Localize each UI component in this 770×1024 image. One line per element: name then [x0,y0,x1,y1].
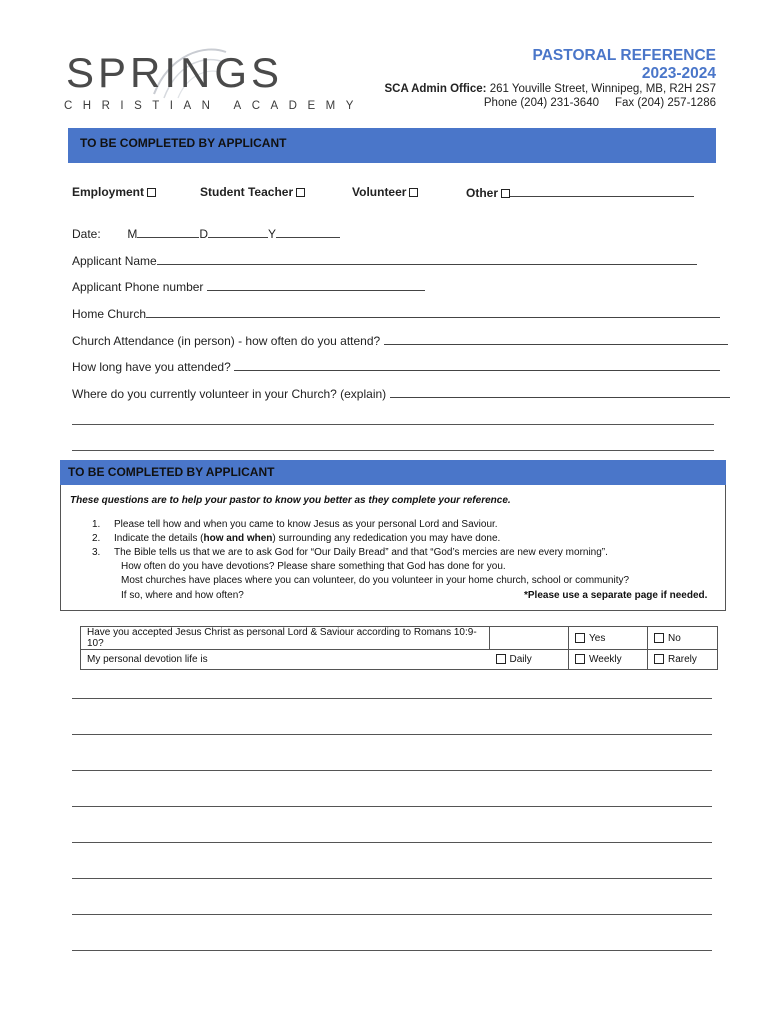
question-3-line-3: Most churches have places where you can volunteer, do you volunteer in your home church, school or community? [121,575,630,586]
checkbox-other [501,189,510,198]
how-long-field[interactable] [234,359,720,371]
applicant-phone-row: Applicant Phone number [72,279,425,294]
answer-line-5[interactable] [72,842,712,843]
logo-wordmark: SPRINGS [66,49,284,96]
answer-line-6[interactable] [72,878,712,879]
document-title [533,47,716,83]
applicant-phone-field[interactable] [207,279,425,291]
church-attendance-row: Church Attendance (in person) - how often do you attend? [72,333,728,348]
applicant-name-field[interactable] [157,253,697,265]
no-option[interactable]: No [648,627,718,650]
section1-heading: TO BE COMPLETED BY APPLICANT [68,128,716,163]
title-year: 2023-2024 [641,65,716,82]
accepted-question: Have you accepted Jesus Christ as personal Lord & Saviour according to Romans 10:9-10? [81,627,490,650]
answer-line-7[interactable] [72,914,712,915]
office-contact [384,82,716,110]
question-3-line-2: How often do you have devotions? Please share something that God has done for you. [121,561,506,572]
option-other[interactable]: Other [466,185,694,200]
checkbox-volunteer [409,188,418,197]
other-field [510,185,694,197]
separate-page-note: *Please use a separate page if needed. [524,590,708,601]
question-1: 1. Please tell how and when you came to know Jesus as your personal Lord and Saviour. [92,519,498,530]
yes-option[interactable]: Yes [569,627,648,650]
volunteer-field[interactable] [390,386,730,398]
table-row [81,627,718,650]
checkbox-student-teacher [296,188,305,197]
rarely-option[interactable]: Rarely [648,650,718,670]
date-month-field[interactable] [137,226,199,238]
volunteer-row: Where do you currently volunteer in your Church? (explain) [72,386,730,401]
answer-line-8[interactable] [72,950,712,951]
daily-option[interactable]: Daily [490,650,569,670]
office-phone: Phone (204) 231-3640 [483,97,599,109]
how-long-row: How long have you attended? [72,359,720,374]
office-label: SCA Admin Office: [384,83,487,95]
volunteer-extra-line-2[interactable] [72,450,714,451]
answer-line-3[interactable] [72,770,712,771]
table-row [81,650,718,670]
date-label: Date: [72,227,101,241]
date-row: Date: M D Y [72,226,340,241]
checkbox-employment [147,188,156,197]
question-3-line-4: If so, where and how often? [121,590,244,601]
devotion-question: My personal devotion life is [81,650,490,670]
question-3: 3. The Bible tells us that we are to ask God for “Our Daily Bread” and that “God’s mercies are new every morning”. [92,547,608,558]
answer-line-2[interactable] [72,734,712,735]
section2-heading: TO BE COMPLETED BY APPLICANT [60,460,726,485]
date-year-field[interactable] [276,226,340,238]
option-employment[interactable]: Employment [72,185,156,199]
home-church-field[interactable] [146,306,720,318]
question-2: 2. Indicate the details (how and when) surrounding any rededication you may have done. [92,533,501,544]
option-student-teacher[interactable]: Student Teacher [200,185,305,199]
applicant-name-row: Applicant Name [72,253,697,268]
answer-line-4[interactable] [72,806,712,807]
answer-line-1[interactable] [72,698,712,699]
rarely-checkbox [654,654,664,664]
weekly-checkbox [575,654,585,664]
office-address: 261 Youville Street, Winnipeg, MB, R2H 2S7 [489,83,716,95]
office-fax: Fax (204) 257-1286 [614,97,716,109]
title-text: PASTORAL REFERENCE [532,47,716,64]
weekly-option[interactable]: Weekly [569,650,648,670]
questions-intro: These questions are to help your pastor to know you better as they complete your reference. [70,495,511,506]
date-day-field[interactable] [208,226,268,238]
option-volunteer[interactable]: Volunteer [352,185,418,199]
volunteer-extra-line-1[interactable] [72,424,714,425]
church-attendance-field[interactable] [384,333,728,345]
logo-subtitle: CHRISTIAN ACADEMY [64,100,364,112]
home-church-row: Home Church [72,306,720,321]
yes-checkbox [575,633,585,643]
daily-checkbox [496,654,506,664]
no-checkbox [654,633,664,643]
faith-table [80,626,718,670]
